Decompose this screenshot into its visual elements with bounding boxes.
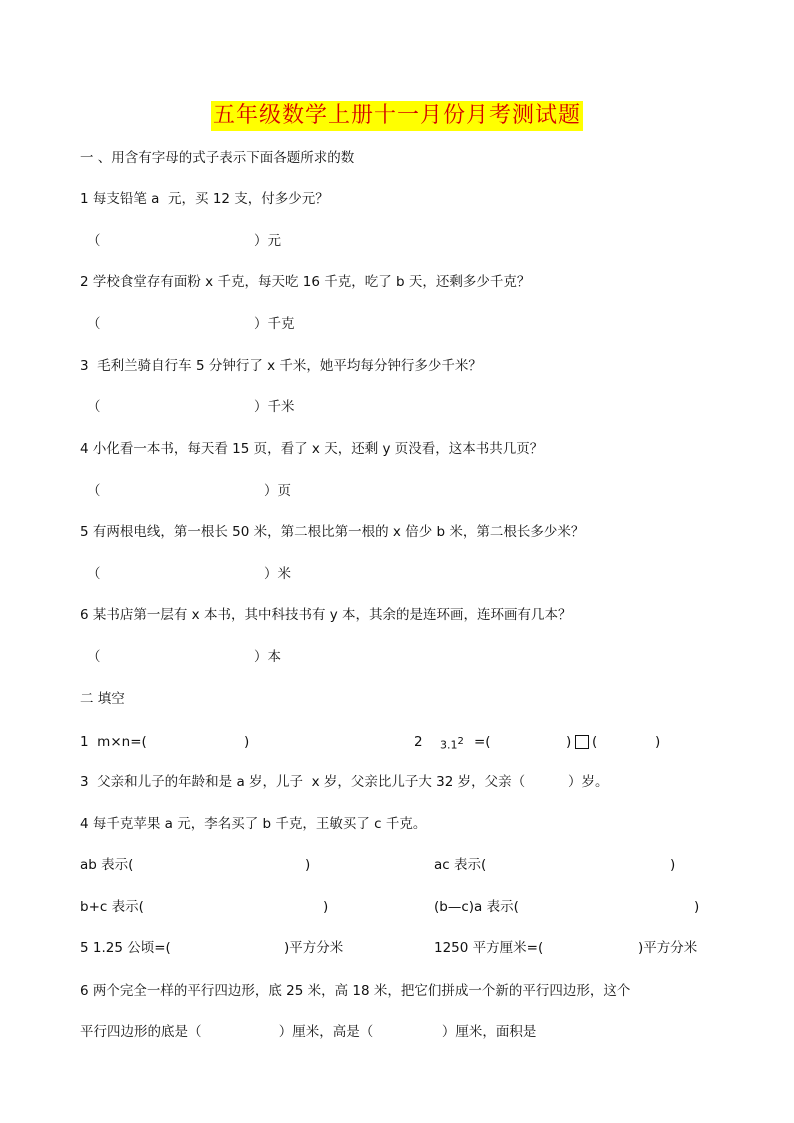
fill-q1-left-close: ) — [244, 734, 250, 750]
fill-q4-bc: b+c 表示( — [80, 899, 144, 915]
answer-5-unit: ）米 — [264, 566, 291, 582]
answer-1-unit: ）元 — [254, 233, 281, 249]
question-2: 2 学校食堂存有面粉 x 千克，每天吃 16 千克，吃了 b 天，还剩多少千克？ — [80, 274, 531, 290]
question-6: 6 某书店第一层有 x 本书，其中科技书有 y 本，其余的是连环画，连环画有几本？ — [80, 607, 572, 623]
section2-heading: 二 填空 — [80, 691, 125, 707]
fill-q2-box — [575, 735, 589, 753]
fill-q6-line1: 6 两个完全一样的平行四边形，底 25 米，高 18 米，把它们拼成一个新的平行四边形，这个 — [80, 983, 631, 999]
fill-q2-expression — [440, 733, 464, 755]
fill-q5-left-close: )平方分米 — [284, 940, 344, 956]
fill-q1-left: 1 m×n=( — [80, 734, 147, 750]
fill-q4-ac-close: ) — [670, 857, 676, 873]
page-title: 五年级数学上册十一月份月考测试题 — [211, 101, 583, 131]
fill-q3: 3 父亲和儿子的年龄和是 a 岁，儿子 x 岁，父亲比儿子大 32 岁，父亲（ ）岁。 — [80, 774, 609, 790]
fill-q4-ab: ab 表示( — [80, 857, 134, 873]
answer-4-unit: ）页 — [264, 483, 291, 499]
answer-5-open: （ — [87, 566, 101, 582]
fill-q5-right: 1250 平方厘米=( — [434, 940, 544, 956]
fill-q4-ab-close: ) — [305, 857, 311, 873]
question-4: 4 小化看一本书，每天看 15 页，看了 x 天，还剩 y 页没看，这本书共几页？ — [80, 441, 544, 457]
fill-q2-number: 2 — [414, 734, 423, 750]
fill-q2-close1: ) — [566, 734, 572, 750]
answer-4-open: （ — [87, 483, 101, 499]
fill-q2-close2: ) — [655, 734, 661, 750]
fill-q2-open2: ( — [592, 734, 598, 750]
fill-q2-exponent: 2 — [457, 736, 464, 747]
fill-q2-mid: =( — [474, 734, 491, 750]
square-box-icon — [575, 735, 589, 749]
answer-6-unit: ）本 — [254, 649, 281, 665]
answer-6-open: （ — [87, 649, 101, 665]
fill-q5-left: 5 1.25 公顷=( — [80, 940, 171, 956]
answer-1-open: （ — [87, 233, 101, 249]
fill-q4-bc-close: ) — [323, 899, 329, 915]
fill-q6-line2: 平行四边形的底是（ ）厘米，高是（ ）厘米，面积是 — [80, 1024, 537, 1040]
question-5: 5 有两根电线，第一根长 50 米，第二根比第一根的 x 倍少 b 米，第二根长多少米？ — [80, 524, 585, 540]
title-row — [0, 101, 794, 131]
answer-3-open: （ — [87, 399, 101, 415]
fill-q4-bca-close: ) — [694, 899, 700, 915]
question-3: 3 毛利兰骑自行车 5 分钟行了 x 千米，她平均每分钟行多少千米？ — [80, 358, 482, 374]
fill-q4: 4 每千克苹果 a 元，李名买了 b 千克，王敏买了 c 千克。 — [80, 816, 427, 832]
answer-3-unit: ）千米 — [254, 399, 295, 415]
fill-q5-right-close: )平方分米 — [638, 940, 698, 956]
fill-q2-base: 3.1 — [440, 738, 458, 752]
fill-q4-ac: ac 表示( — [434, 857, 487, 873]
section1-heading: 一 、用含有字母的式子表示下面各题所求的数 — [80, 150, 355, 166]
answer-2-open: （ — [87, 316, 101, 332]
answer-2-unit: ）千克 — [254, 316, 295, 332]
question-1: 1 每支铅笔 a 元，买 12 支，付多少元？ — [80, 191, 329, 207]
fill-q4-bca: (b—c)a 表示( — [434, 899, 519, 915]
